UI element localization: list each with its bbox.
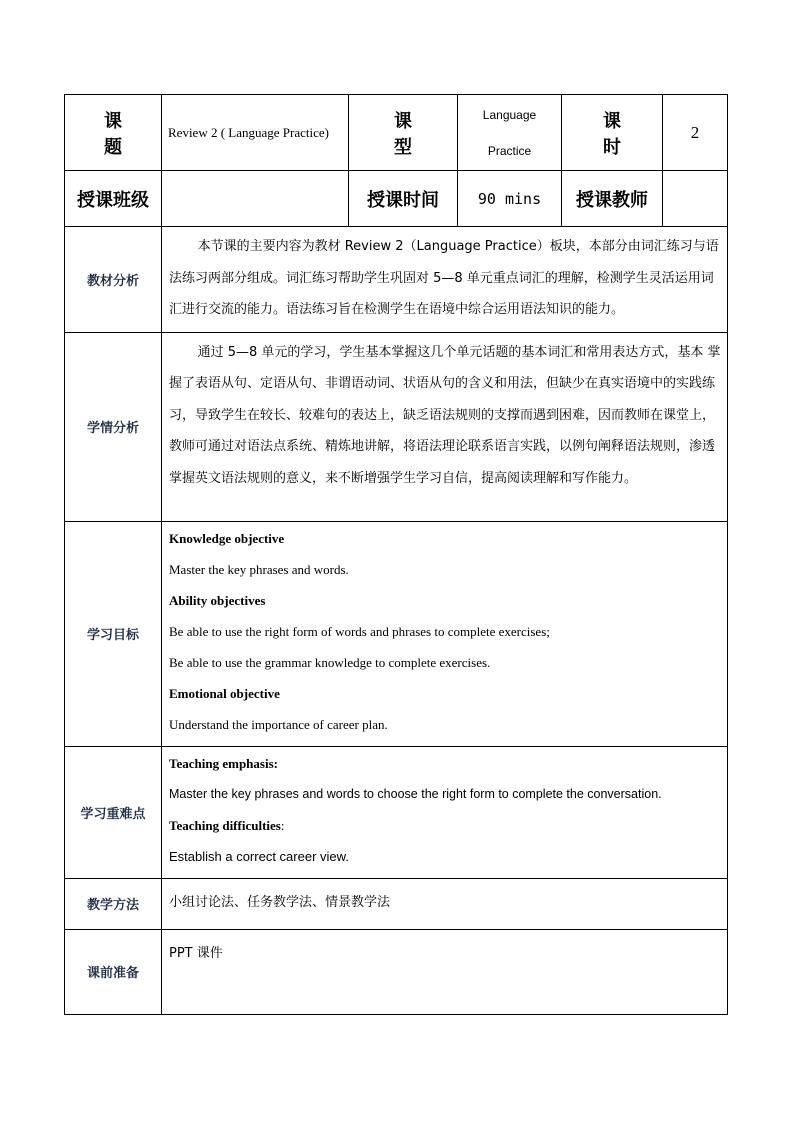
key-points-row xyxy=(65,746,728,878)
ability-text-1: Be able to use the right form of words and phrases to complete exercises; xyxy=(169,623,550,639)
key-points-cell xyxy=(162,746,728,878)
class-value xyxy=(162,171,349,227)
material-text: 本节课的主要内容为教材 Review 2（Language Practice）板块，本部分由词汇练习与语法练习两部分组成。词汇练习帮助学生巩固对 5—8 单元重点词汇的理解，检测学生灵活运用词汇进行交流的能力。语法练习旨在检测学生在语境中综合运用语法知识的能力。 xyxy=(169,239,719,317)
periods-label: 课 时 xyxy=(562,95,663,171)
emotional-text: Understand the importance of career plan. xyxy=(169,716,388,732)
teacher-label: 授课教师 xyxy=(562,171,663,227)
preparation-label: 课前准备 xyxy=(65,929,162,1014)
lesson-plan-sheet xyxy=(64,94,727,998)
lesson-plan-table xyxy=(64,94,728,1015)
ability-heading: Ability objectives xyxy=(169,592,266,608)
methods-text: 小组讨论法、任务教学法、情景教学法 xyxy=(169,894,391,910)
header-row-2 xyxy=(65,171,728,227)
emotional-heading: Emotional objective xyxy=(169,685,280,701)
material-cell xyxy=(162,227,728,333)
methods-cell xyxy=(162,878,728,929)
objectives-row xyxy=(65,521,728,746)
preparation-text: PPT 课件 xyxy=(169,945,223,961)
ability-text-2: Be able to use the grammar knowledge to complete exercises. xyxy=(169,654,491,670)
learners-cell xyxy=(162,332,728,521)
type-value xyxy=(458,95,562,171)
material-row xyxy=(65,227,728,333)
difficulties-text: Establish a correct career view. xyxy=(169,848,349,864)
header-row-1 xyxy=(65,95,728,171)
knowledge-heading: Knowledge objective xyxy=(169,530,285,546)
class-label: 授课班级 xyxy=(65,171,162,227)
preparation-cell xyxy=(162,929,728,1014)
teacher-value xyxy=(663,171,728,227)
difficulties-line xyxy=(169,810,721,841)
material-label: 教材分析 xyxy=(65,227,162,333)
time-value: 90 mins xyxy=(458,171,562,227)
type-label: 课 型 xyxy=(349,95,458,171)
learners-row xyxy=(65,332,728,521)
type-value-line-2: Practice xyxy=(487,143,532,158)
methods-row xyxy=(65,878,728,929)
knowledge-text: Master the key phrases and words. xyxy=(169,561,349,577)
methods-label: 教学方法 xyxy=(65,878,162,929)
learners-text: 通过 5—8 单元的学习，学生基本掌握这几个单元话题的基本词汇和常用表达方式，基本 掌握了表语从句、定语从句、非谓语动词、状语从句的含义和用法，但缺少在真实语境中的实践练习，导致学生在较长、较难句的表达上，缺乏语法规则的支撑而遇到困难，因而教师在课堂上，教师可通过对语法点系统、精炼地讲解，将语法理论联系语言实践，以例句阐释语法规则，渗透掌握英文语法规则的意义，来不断增强学生学习自信，提高阅读理解和写作能力。 xyxy=(169,344,721,486)
topic-value: Review 2 ( Language Practice) xyxy=(162,95,349,171)
topic-label: 课 题 xyxy=(65,95,162,171)
preparation-row xyxy=(65,929,728,1014)
objectives-label: 学习目标 xyxy=(65,521,162,746)
periods-value: 2 xyxy=(663,95,728,171)
learners-label: 学情分析 xyxy=(65,332,162,521)
type-value-line-1: Language xyxy=(482,107,537,122)
difficulties-heading: Teaching difficulties xyxy=(169,817,281,833)
key-points-label: 学习重难点 xyxy=(65,746,162,878)
objectives-cell xyxy=(162,521,728,746)
emphasis-text: Master the key phrases and words to choose the right form to complete the conversation. xyxy=(169,786,662,801)
time-label: 授课时间 xyxy=(349,171,458,227)
difficulties-colon: : xyxy=(280,817,285,833)
emphasis-heading: Teaching emphasis: xyxy=(169,755,278,771)
